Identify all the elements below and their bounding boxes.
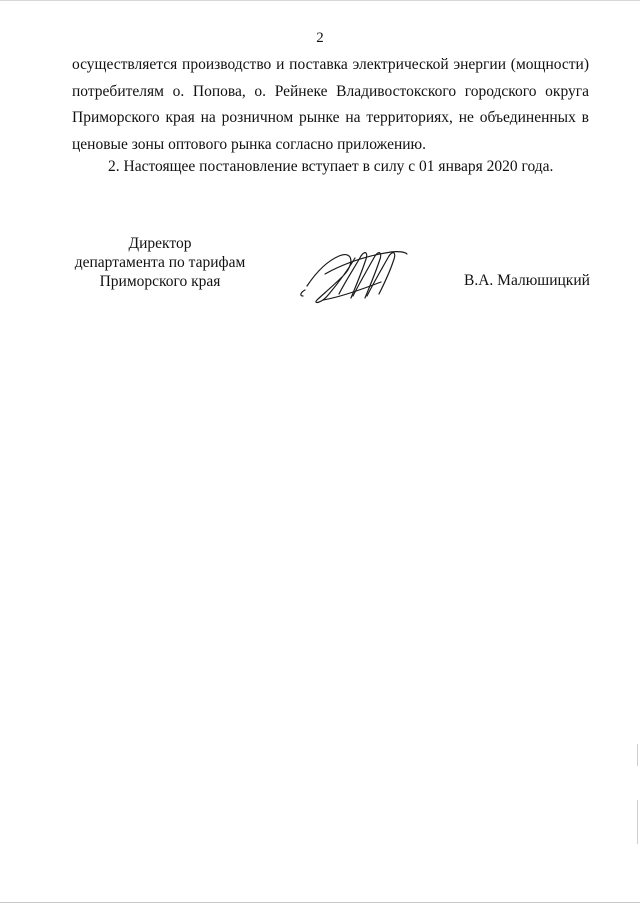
scan-edge-bottom bbox=[0, 902, 640, 903]
scan-edge-top bbox=[0, 0, 640, 1]
paragraph-1: осуществляется производство и поставка электрической энергии (мощности) потребителям о. Попова, о. Рейнеке Владивостокского городского округа Приморского края на розничном рынке на территориях, не объединенных в ценовые зоны оптового рынка согласно приложению. bbox=[72, 56, 589, 153]
scan-artifact bbox=[637, 800, 638, 844]
signature-stroke bbox=[367, 253, 395, 296]
signer-name: В.А. Малюшицкий bbox=[464, 272, 590, 289]
signatory-title bbox=[60, 234, 260, 291]
signatory-title-line-1: Директор bbox=[128, 235, 192, 252]
signatory-title-line-3: Приморского края bbox=[99, 273, 221, 290]
page-number: 2 bbox=[316, 30, 324, 46]
paragraph-2: 2. Настоящее постановление вступает в силу с 01 января 2020 года. bbox=[108, 158, 554, 175]
scan-artifact bbox=[637, 744, 638, 766]
handwritten-signature bbox=[295, 234, 415, 314]
signatory-title-line-2: департамента по тарифам bbox=[74, 254, 246, 271]
signature-stroke bbox=[301, 290, 305, 296]
